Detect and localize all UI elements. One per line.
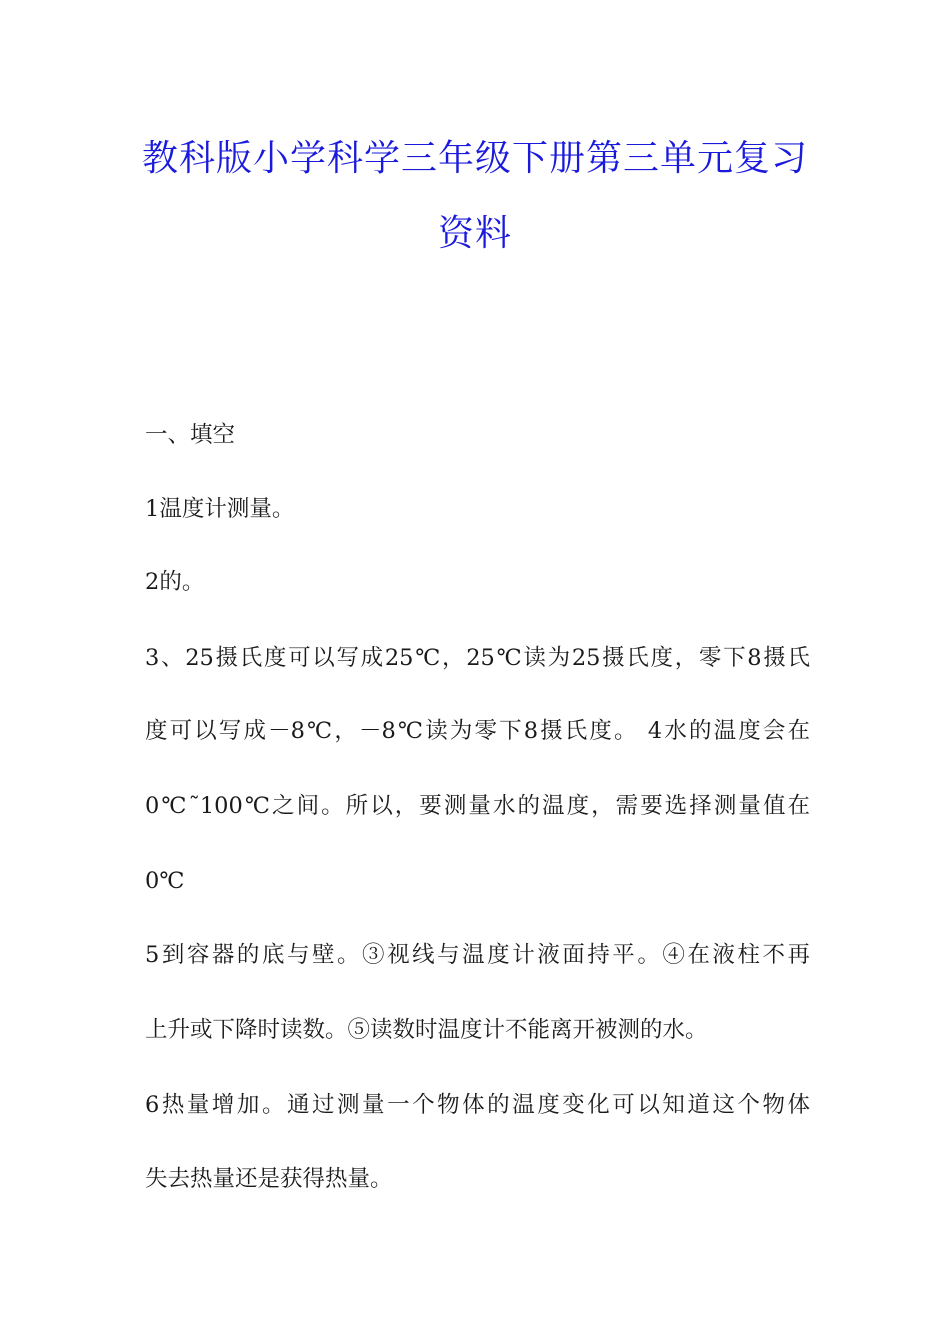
- text-line-7: 5到容器的底与壁。③视线与温度计液面持平。④在液柱不再: [145, 942, 810, 968]
- text-line-8: 上升或下降时读数。⑤读数时温度计不能离开被测的水。: [145, 1017, 708, 1043]
- section-heading: 一、填空: [145, 422, 236, 448]
- text-line-10: 失去热量还是获得热量。: [145, 1166, 393, 1192]
- text-line-1: 1温度计测量。: [145, 496, 295, 522]
- text-line-4: 度可以写成－8℃，－8℃读为零下8摄氏度。 4水的温度会在: [145, 718, 810, 744]
- text-line-5: 0℃˜100℃之间。所以，要测量水的温度，需要选择测量值在: [145, 793, 810, 819]
- text-line-9: 6热量增加。通过测量一个物体的温度变化可以知道这个物体: [145, 1092, 810, 1118]
- text-line-6: 0℃: [145, 868, 185, 894]
- text-line-3: 3、25摄氏度可以写成25℃，25℃读为25摄氏度，零下8摄氏: [145, 645, 810, 671]
- document-title-line-2: 资料: [437, 213, 512, 254]
- text-line-2: 2的。: [145, 569, 205, 595]
- document-title-line-1: 教科版小学科学三年级下册第三单元复习: [141, 138, 808, 179]
